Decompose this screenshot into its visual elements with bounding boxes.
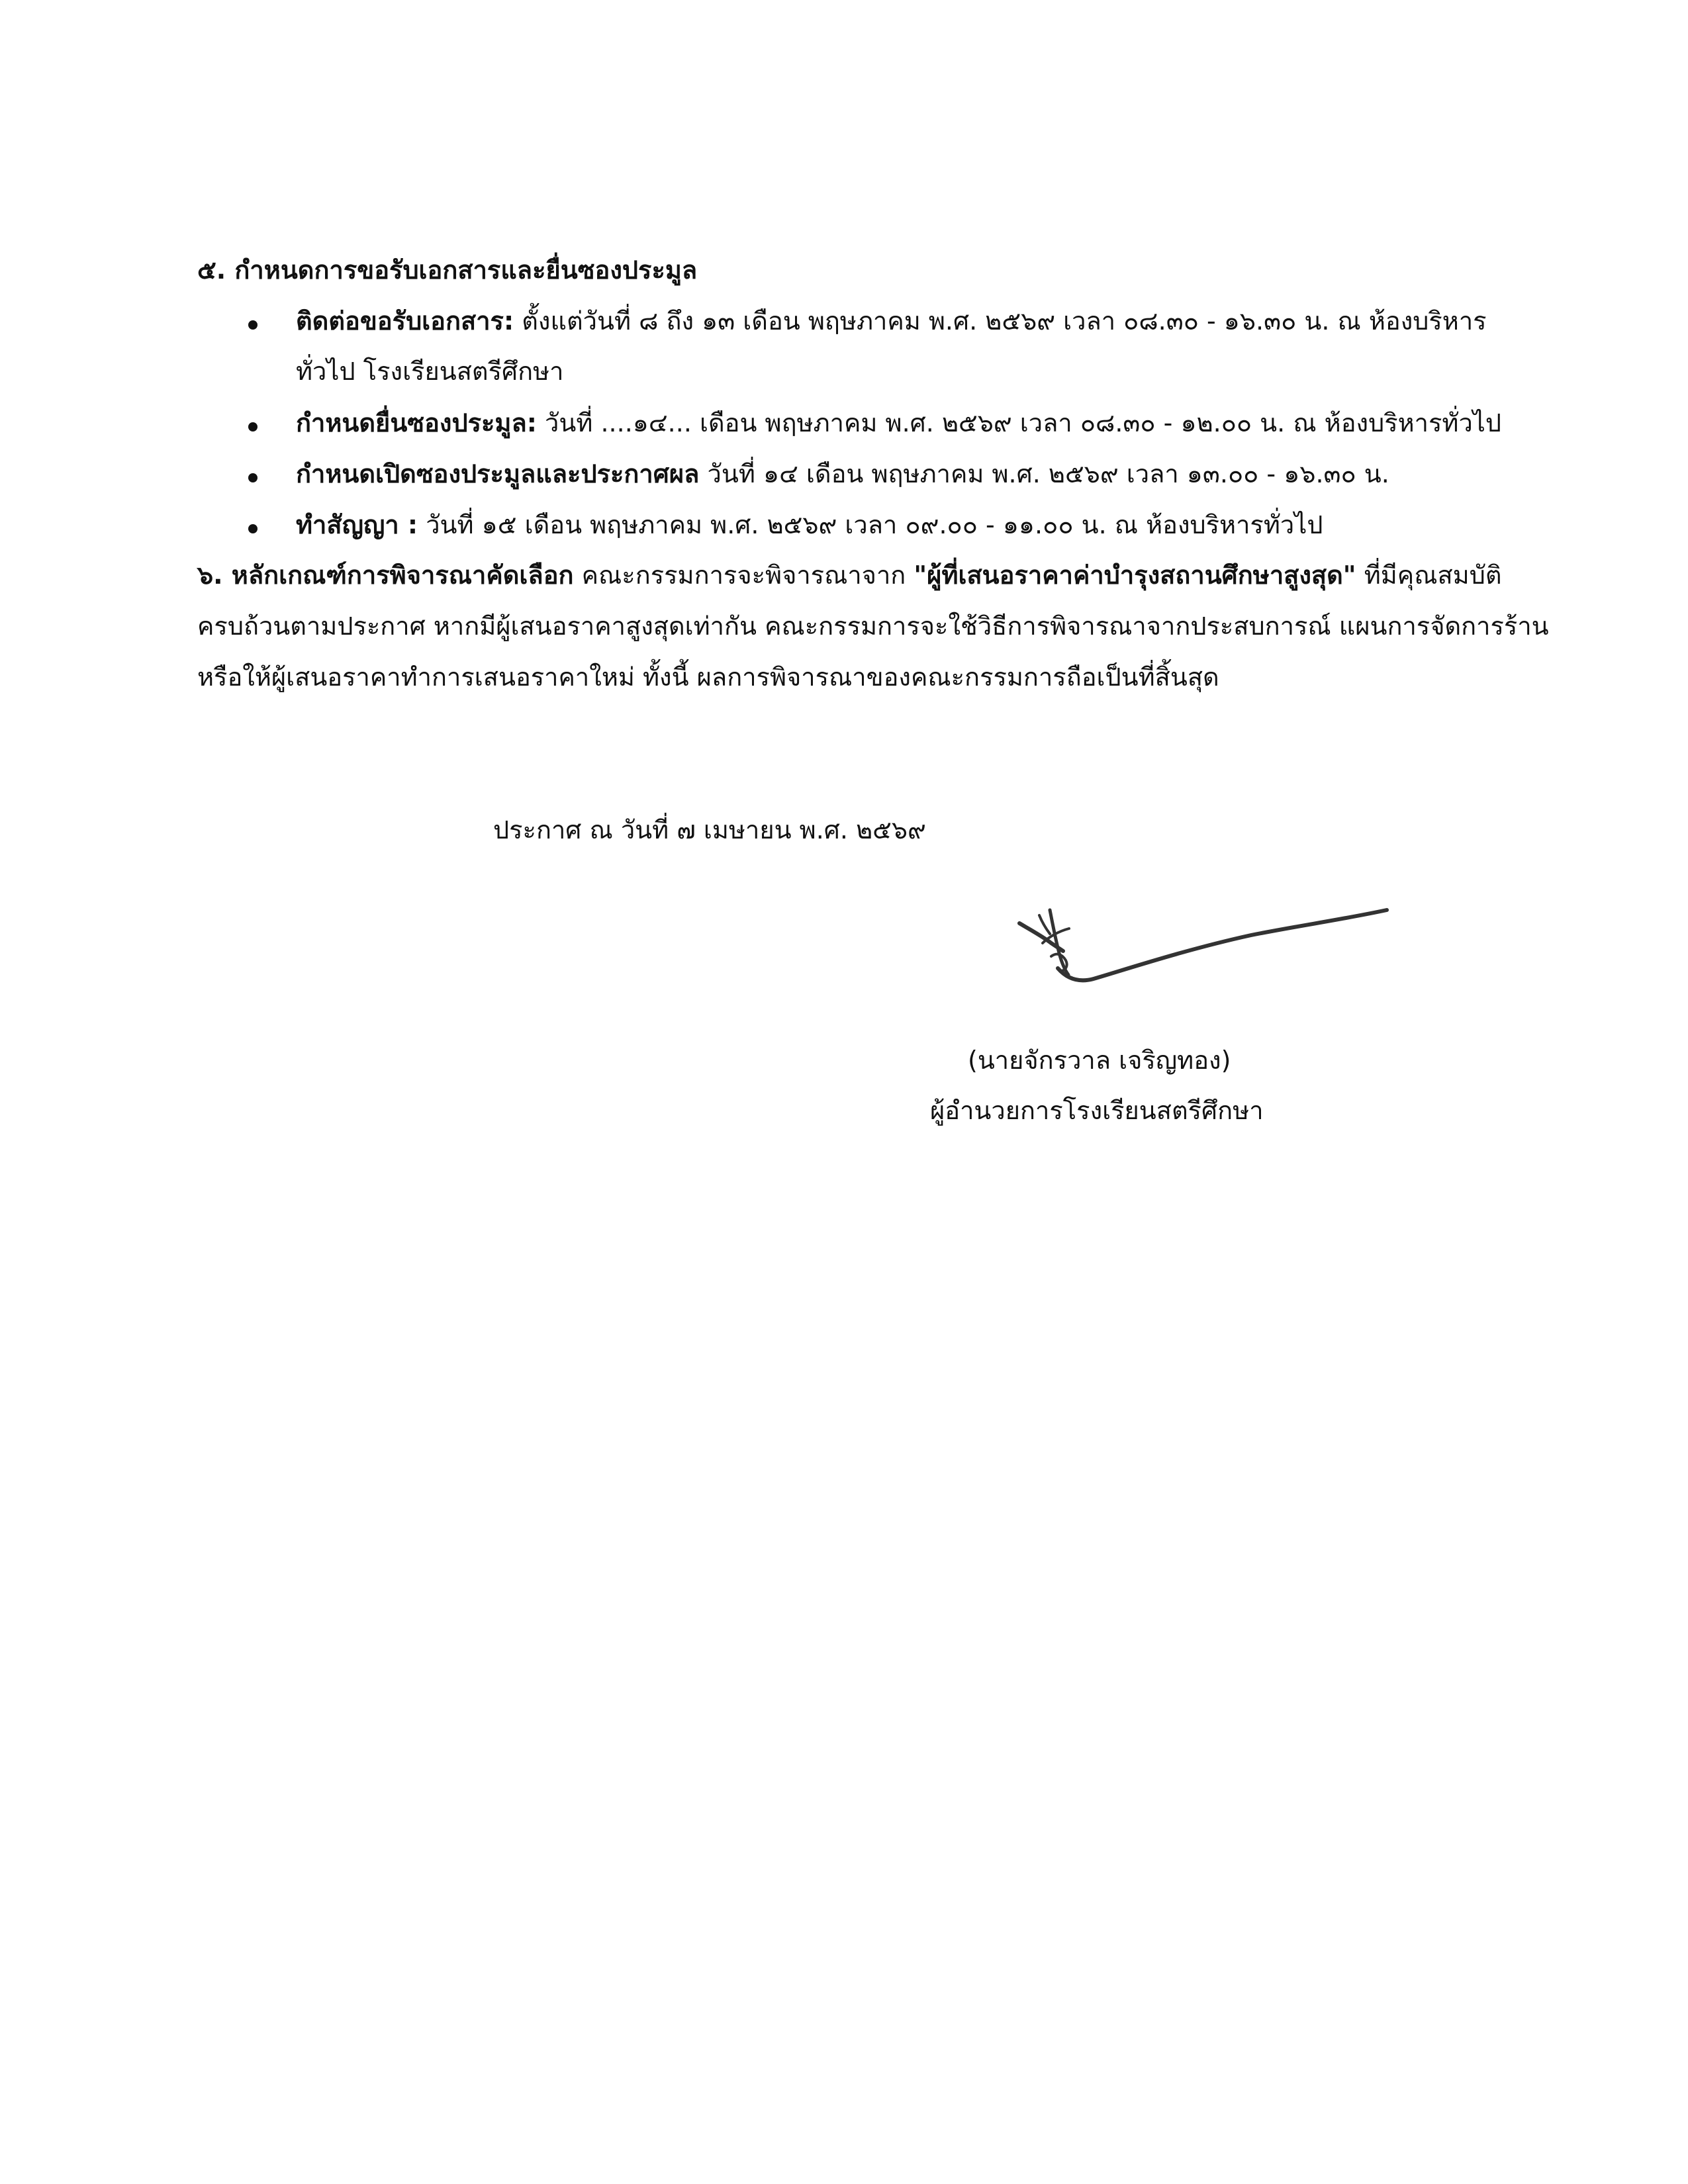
- list-item-bid-opening: [296, 457, 1389, 491]
- bullet-icon: [248, 473, 258, 482]
- item-label: ทำสัญญา :: [296, 510, 418, 539]
- announcement-date: ประกาศ ณ วันที่ ๗ เมษายน พ.ศ. ๒๕๖๙: [493, 815, 926, 844]
- item-label: กำหนดยื่นซองประมูล:: [296, 408, 537, 437]
- item-label: ติดต่อขอรับเอกสาร:: [296, 306, 514, 336]
- section-6-line-1: [197, 558, 1502, 592]
- bullet-icon: [248, 422, 258, 432]
- section-6-heading: ๖. หลักเกณฑ์การพิจารณาคัดเลือก: [197, 561, 574, 590]
- list-item-continuation: ทั่วไป โรงเรียนสตรีศึกษา: [296, 357, 564, 386]
- section-6-emphasis: "ผู้ที่เสนอราคาค่าบำรุงสถานศึกษาสูงสุด": [914, 561, 1356, 590]
- section-6-text-after: ที่มีคุณสมบัติ: [1356, 561, 1502, 590]
- item-text: ตั้งแต่วันที่ ๘ ถึง ๑๓ เดือน พฤษภาคม พ.ศ. ๒๕๖๙ เวลา ๐๘.๓๐ - ๑๖.๓๐ น. ณ ห้องบริหาร: [514, 306, 1487, 336]
- signatory-name: (นายจักรวาล เจริญทอง): [968, 1046, 1231, 1075]
- list-item-bid-submission: [296, 406, 1501, 440]
- signatory-position: ผู้อำนวยการโรงเรียนสตรีศึกษา: [930, 1096, 1264, 1125]
- list-item-document-pickup: [296, 304, 1487, 338]
- item-text: วันที่ ๑๔ เดือน พฤษภาคม พ.ศ. ๒๕๖๙ เวลา ๑๓.๐๐ - ๑๖.๓๐ น.: [699, 459, 1389, 488]
- section-6-text-before: คณะกรรมการจะพิจารณาจาก: [573, 561, 914, 590]
- item-text: วันที่ ๑๕ เดือน พฤษภาคม พ.ศ. ๒๕๖๙ เวลา ๐๙.๐๐ - ๑๑.๐๐ น. ณ ห้องบริหารทั่วไป: [418, 510, 1323, 539]
- list-item-contract: [296, 508, 1323, 542]
- bullet-icon: [248, 524, 258, 533]
- signature-image: [1013, 897, 1410, 1003]
- section-6-line-2: ครบถ้วนตามประกาศ หากมีผู้เสนอราคาสูงสุดเท่ากัน คณะกรรมการจะใช้วิธีการพิจารณาจากประสบการณ์ แผนการจัดการร้าน: [197, 612, 1549, 641]
- section-5-heading: ๕. กำหนดการขอรับเอกสารและยื่นซองประมูล: [197, 255, 698, 285]
- item-text: วันที่ ....๑๔... เดือน พฤษภาคม พ.ศ. ๒๕๖๙ เวลา ๐๘.๓๐ - ๑๒.๐๐ น. ณ ห้องบริหารทั่วไป: [536, 408, 1502, 437]
- section-6-line-3: หรือให้ผู้เสนอราคาทำการเสนอราคาใหม่ ทั้งนี้ ผลการพิจารณาของคณะกรรมการถือเป็นที่สิ้นสุด: [197, 662, 1219, 692]
- bullet-icon: [248, 320, 258, 330]
- item-label: กำหนดเปิดซองประมูลและประกาศผล: [296, 459, 700, 488]
